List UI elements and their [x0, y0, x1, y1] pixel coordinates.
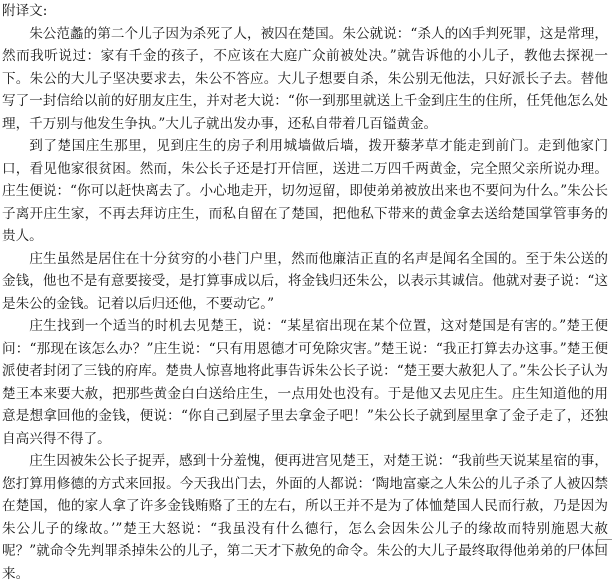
- document-page: [2, 0, 608, 582]
- paragraph-1: 朱公范蠡的第二个儿子因为杀死了人，被囚在楚国。朱公就说：“杀人的凶手判死罪，这是常理，然而我听说过：家有千金的孩子，不应该在大庭广众前被处决。”就告诉他的小儿子，教他去探视一下。朱公的大儿子坚决要求去，朱公不答应。大儿子想要自杀，朱公别无他法，只好派长子去。替他写了一封信给以前的好朋友庄生，并对老大说：“你一到那里就送上千金到庄生的住所，任凭他怎么处理，千万别与他发生争执。”大儿子就出发办事，还私自带着几百镒黄金。: [2, 25, 608, 132]
- paragraph-5: 庄生因被朱公长子捉弄，感到十分羞愧，便再进宫见楚王，对楚王说：“我前些天说某星宿的事，您打算用修德的方式来回报。今天我出门去，外面的人都说：‘陶地富豪之人朱公的儿子杀了人被囚禁在楚国，他的家人拿了许多金钱贿赂了王的左右，所以王并不是为了体恤楚国人民而行赦，乃是因为朱公儿子的缘故。’”楚王大怒说：“我虽没有什么德行，怎么会因朱公儿子的缘故而特别施恩大赦呢？”就命令先判罪杀掉朱公的儿子，第二天才下赦免的命令。朱公的大儿子最终取得他弟弟的尸体回来。: [2, 453, 608, 582]
- translation-heading: 附译文:: [2, 3, 48, 19]
- page-corner-frame: [597, 539, 612, 549]
- paragraph-4: 庄生找到一个适当的时机去见楚王，说：“某星宿出现在某个位置，这对楚国是有害的。”楚王便问：“那现在该怎么办？”庄生说：“只有用恩德才可免除灾害。”楚王说：“我正打算去办这事。”楚王便派使者封闭了三钱的府库。楚贵人惊喜地将此事告诉朱公长子说：“楚王要大赦犯人了。”朱公长子认为楚王本来要大赦，把那些黄金白白送给庄生，一点用处也没有。于是他又去见庄生。庄生知道他的用意是想拿回他的金钱，便说：“你自己到屋子里去拿金子吧！”朱公长子就到屋里拿了金子走了，还独自高兴得不得了。: [2, 318, 608, 447]
- paragraph-3: 庄生虽然是居住在十分贫穷的小巷门户里，然而他廉洁正直的名声是闻名全国的。至于朱公送的金钱，他也不是有意要接受，是打算事成以后，将金钱归还朱公，以表示其诚信。他就对妻子说：“这是朱公的金钱。记着以后归还他，不要动它。”: [2, 250, 608, 312]
- paragraph-2: 到了楚国庄生那里，见到庄生的房子利用城墙做后墙，拨开藜茅草才能走到前门。走到他家门口，看见他家很贫困。然而，朱公长子还是打开信匣，送进二万四千两黄金，完全照父亲所说办理。庄生便说：“你可以赶快离去了。小心地走开，切勿逗留，即使弟弟被放出来也不要问为什么。”朱公长子离开庄生家，不再去拜访庄生，而私自留在了楚国，把他私下带来的黄金拿去送给楚国掌管事务的贵人。: [2, 138, 608, 244]
